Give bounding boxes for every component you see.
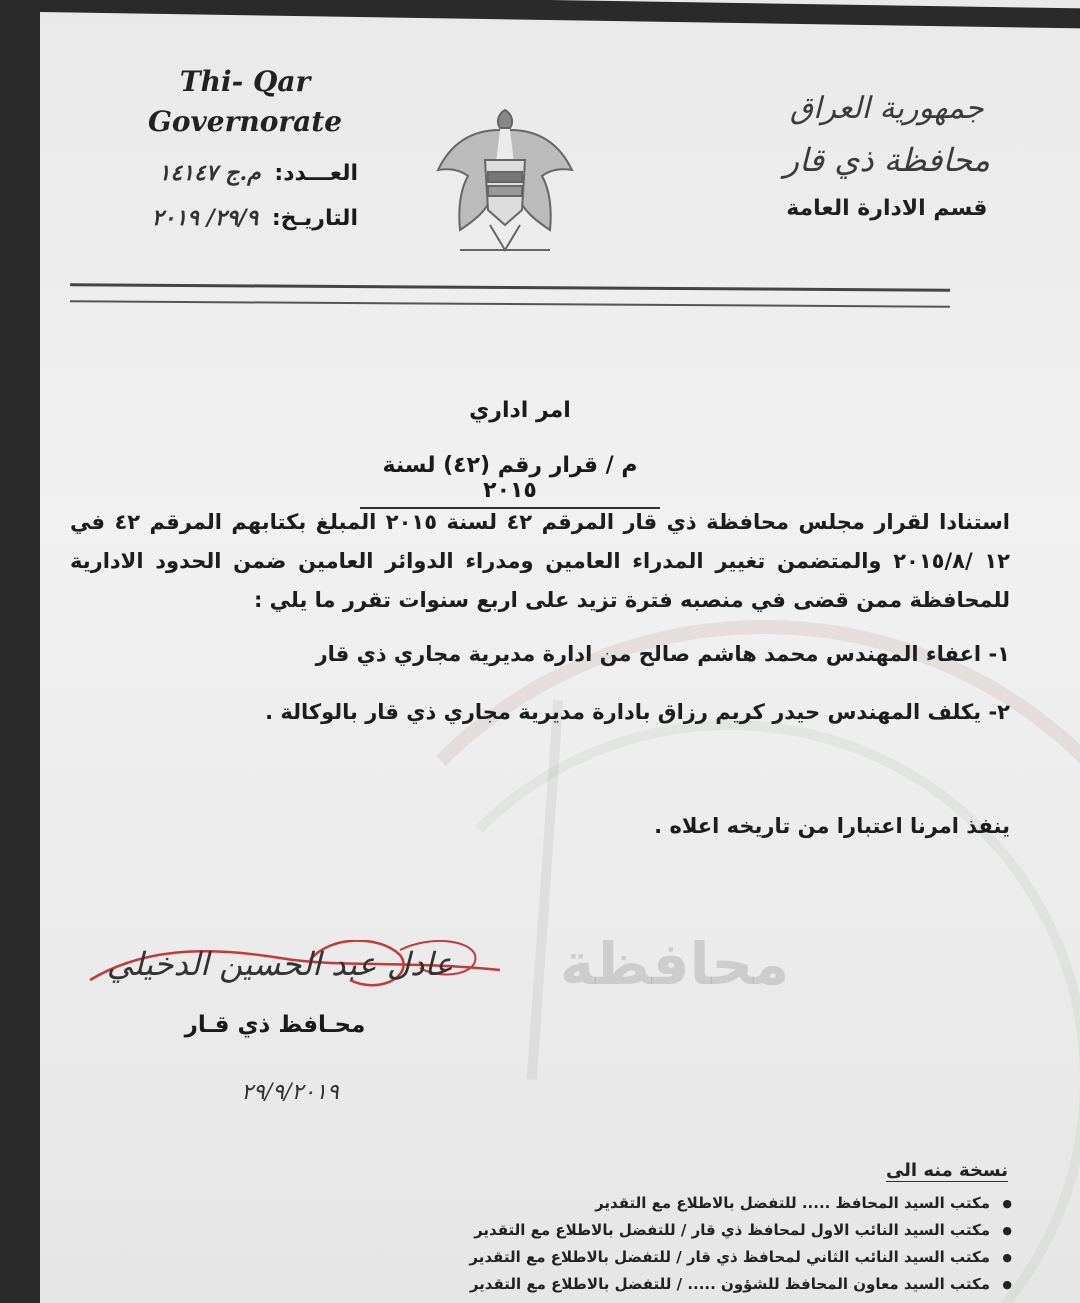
english-header-line1: Thi- Qar [179, 65, 311, 98]
document-date-label: التاريـخ: [271, 206, 358, 231]
copy-recipient: ● مكتب السيد معاون المحافظ للشؤون ..... / للتفضل بالاطلاع مع التقدير [392, 1271, 1012, 1298]
closing-statement: ينفذ امرنا اعتبارا من تاريخه اعلاه . [654, 814, 1010, 838]
watermark-text: محافظة [560, 930, 790, 998]
arabic-header-department: قسم الادارة العامة [786, 196, 988, 221]
document-body: استنادا لقرار مجلس محافظة ذي قار المرقم ٤٢ لسنة ٢٠١٥ المبلغ بكتابهم المرقم ٤٢ في ١٢ /٢٠١٥/٨ والمتضمن تغيير المدراء العامين ومدراء الدوائر العامين ضمن الحدود الادارية للمحافظة ممن قضى في منصبه فترة تزيد على اربع سنوات تقرر ما يلي : [70, 510, 1010, 612]
document-date [152, 205, 358, 231]
copy-recipient: ● مكتب السيد النائب الاول لمحافظ ذي قار / للتفضل بالاطلاع مع التقدير [392, 1217, 1012, 1244]
document-date-value: ٢٩/٩/ ٢٠١٩ [151, 205, 259, 231]
document-title: امر اداري [469, 398, 571, 423]
copies-title: نسخة منه الى [885, 1160, 1008, 1181]
document-subject: م / قرار رقم (٤٢) لسنة ٢٠١٥ [360, 453, 660, 509]
reference-number [159, 160, 358, 186]
arabic-header [784, 84, 990, 232]
arabic-header-republic: جمهورية العراق [789, 91, 984, 126]
copy-recipient: ● مكتب السيد المحافظ ..... للتفضل بالاطلاع مع التقدير [392, 1190, 1012, 1217]
english-header [135, 62, 355, 142]
english-header-line2: Governorate [147, 105, 343, 138]
copy-recipient: ● مكتب السيد النائب الثاني لمحافظ ذي قار / للتفضل بالاطلاع مع التقدير [392, 1244, 1012, 1271]
copies-list [392, 1190, 1012, 1298]
reference-number-value: م.ج ١٤١٤٧ [158, 160, 261, 186]
arabic-header-governorate: محافظة ذي قار [783, 141, 990, 179]
eagle-emblem-icon [430, 100, 580, 265]
decision-item-1: ١- اعفاء المهندس محمد هاشم صالح من ادارة مديرية مجاري ذي قار [315, 642, 1010, 666]
decision-item-2: ٢- يكلف المهندس حيدر كريم رزاق بادارة مديرية مجاري ذي قار بالوكالة . [265, 700, 1010, 724]
signature-date: ٢٩/٩/٢٠١٩ [241, 1080, 339, 1105]
signatory-title: محـافظ ذي قـار [184, 1012, 366, 1038]
signatory-name: عادل عبد الحسين الدخيلي [106, 945, 454, 983]
reference-number-label: العـــدد: [274, 161, 358, 186]
